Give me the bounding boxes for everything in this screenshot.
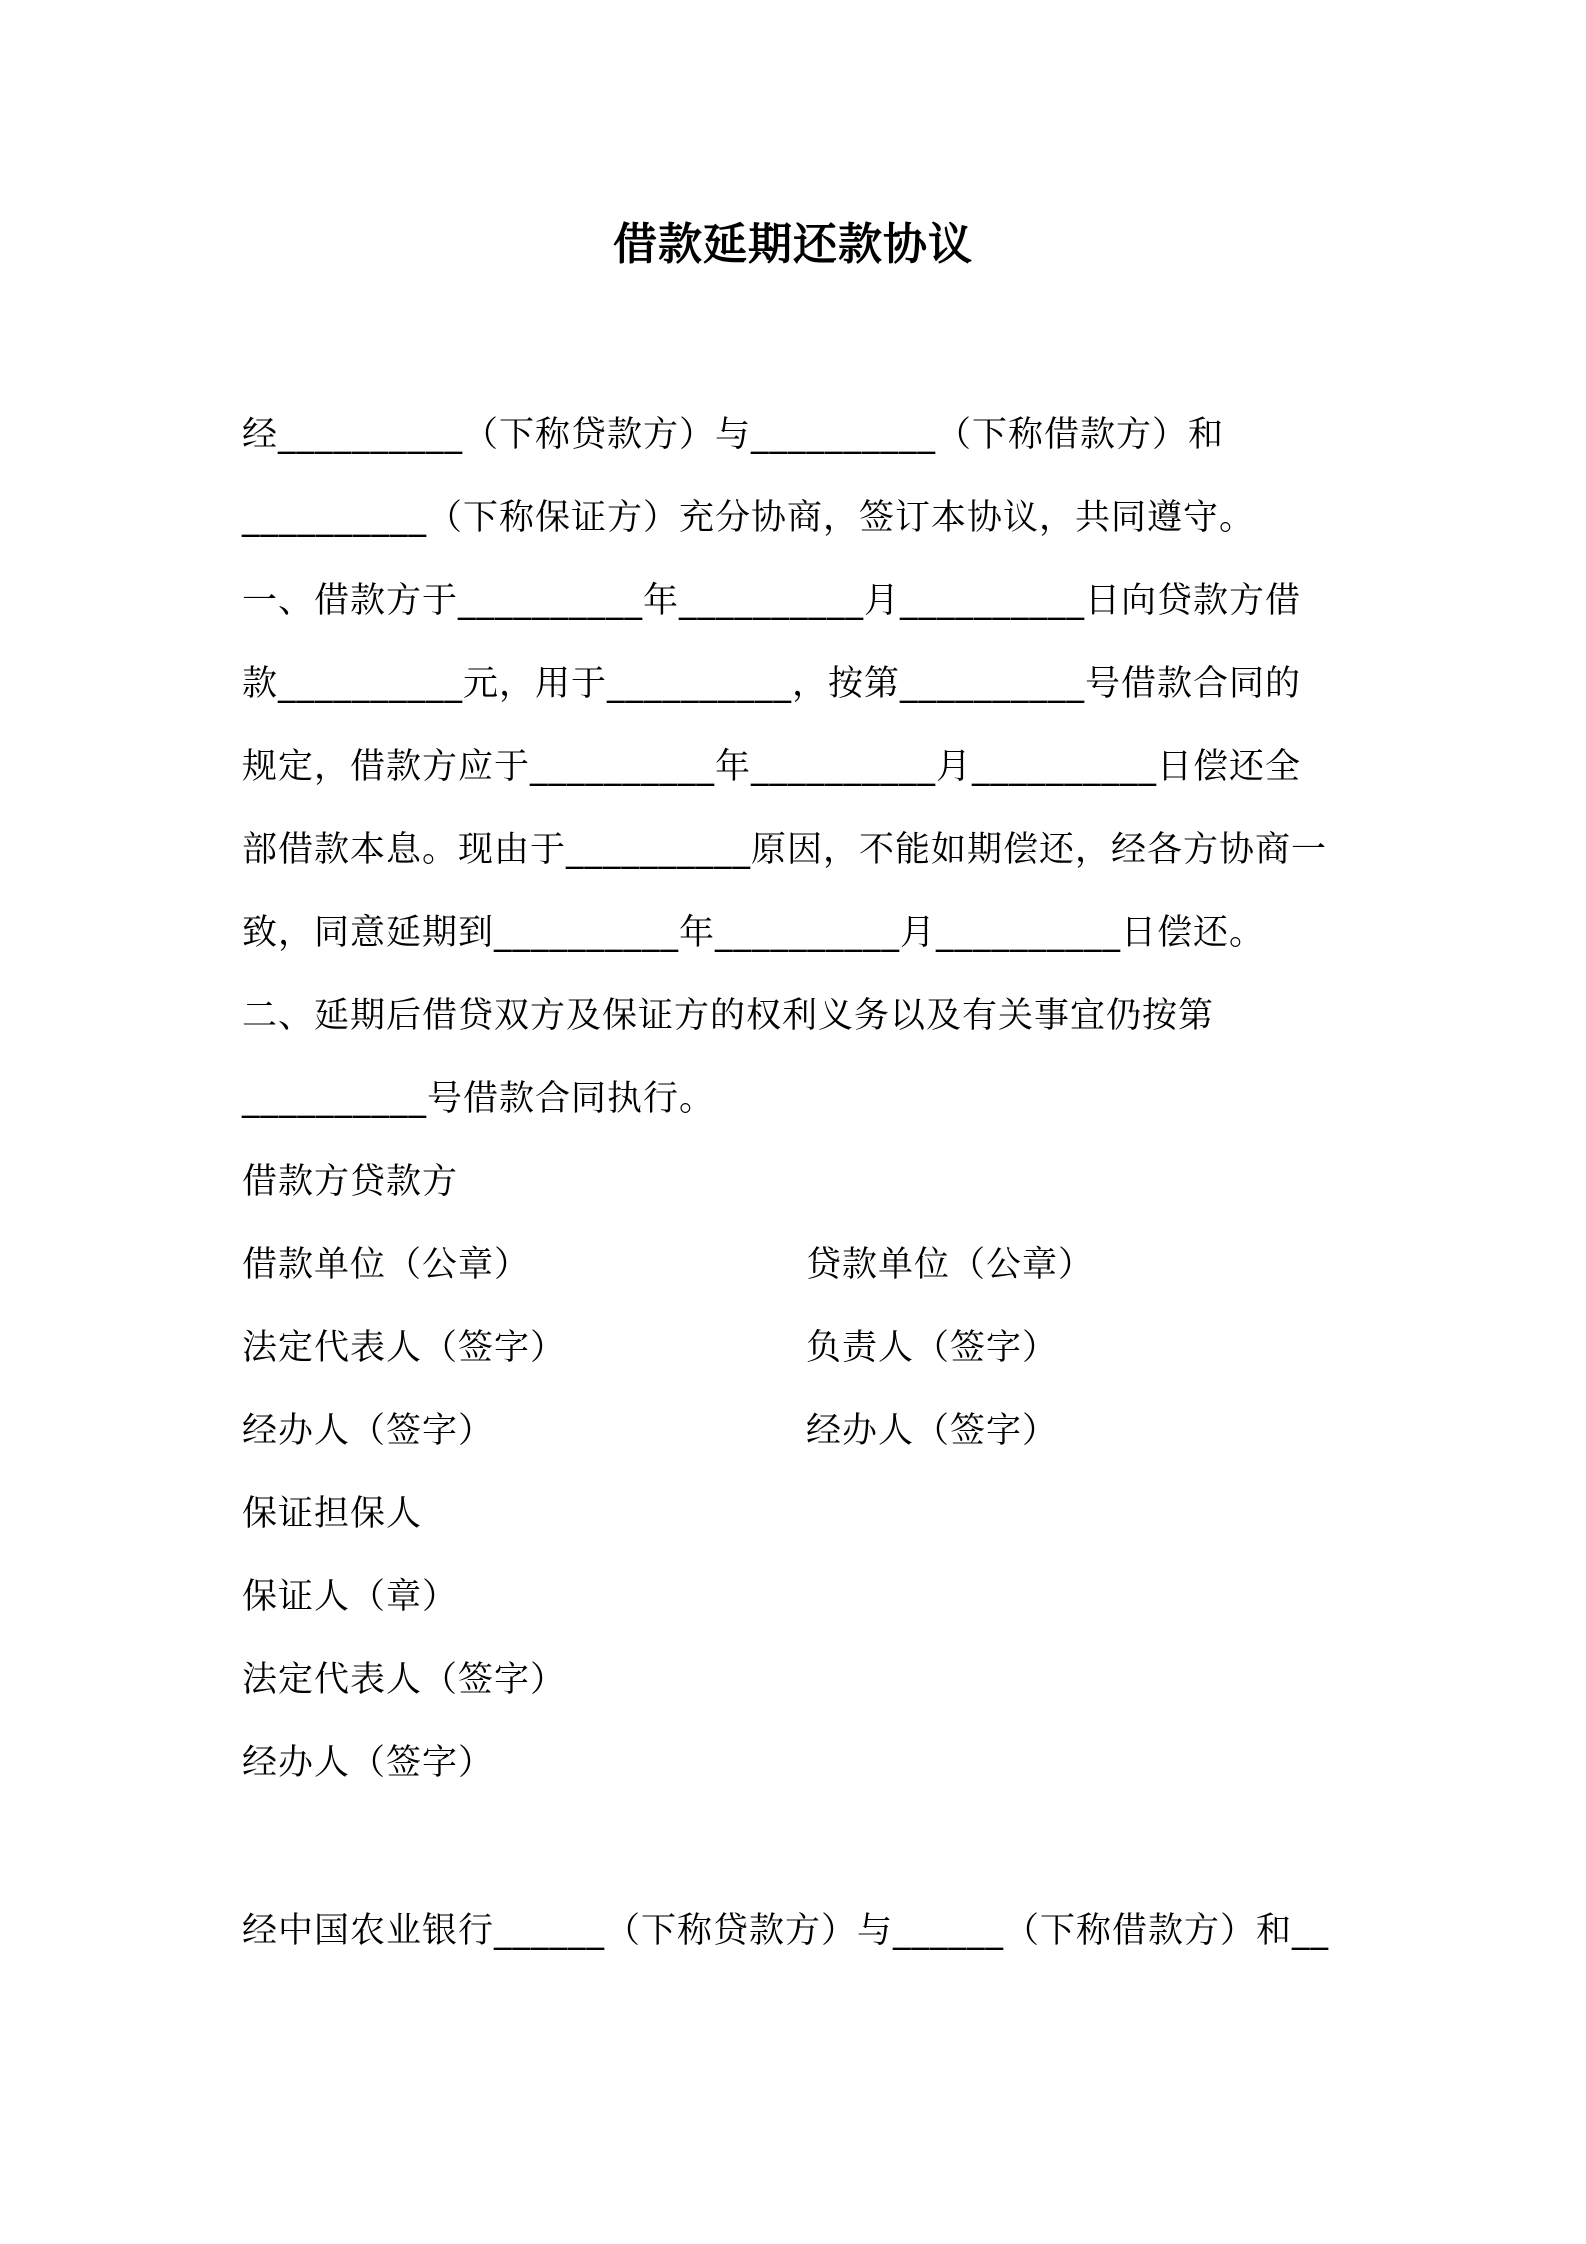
clause-two-line-1: 二、延期后借贷双方及保证方的权利义务以及有关事宜仍按第 [242,996,1215,1036]
next-section-line: 经中国农业银行______（下称贷款方）与______（下称借款方）和__ [242,1911,1330,1951]
paragraph-line-1: 经__________（下称贷款方）与__________（下称借款方）和 [242,415,1225,455]
borrower-unit-seal: 借款单位（公章） [242,1245,531,1285]
borrower-handler-signature: 经办人（签字） [242,1411,495,1451]
guarantor-handler-signature: 经办人（签字） [242,1743,495,1783]
paragraph-line-2: __________（下称保证方）充分协商，签订本协议，共同遵守。 [242,498,1256,538]
clause-two-line-2: __________号借款合同执行。 [242,1079,716,1119]
clause-one-line-4: 部借款本息。现由于__________原因，不能如期偿还，经各方协商一 [242,830,1328,870]
parties-heading: 借款方贷款方 [242,1162,459,1202]
clause-one-line-2: 款__________元，用于__________，按第__________号借款合同的 [242,664,1302,704]
guarantor-legal-rep-signature: 法定代表人（签字） [242,1660,567,1700]
lender-handler-signature: 经办人（签字） [806,1411,1059,1451]
lender-unit-seal: 贷款单位（公章） [806,1245,1095,1285]
borrower-legal-rep-signature: 法定代表人（签字） [242,1328,567,1368]
lender-responsible-signature: 负责人（签字） [806,1328,1059,1368]
clause-one-line-1: 一、借款方于__________年__________月__________日向贷款方借 [242,581,1302,621]
clause-one-line-3: 规定，借款方应于__________年__________月__________日偿还全 [242,747,1302,787]
guarantor-heading: 保证担保人 [242,1494,423,1534]
clause-one-line-5: 致，同意延期到__________年__________月__________日偿还。 [242,913,1266,953]
document-title: 借款延期还款协议 [613,219,973,270]
guarantor-seal: 保证人（章） [242,1577,459,1617]
